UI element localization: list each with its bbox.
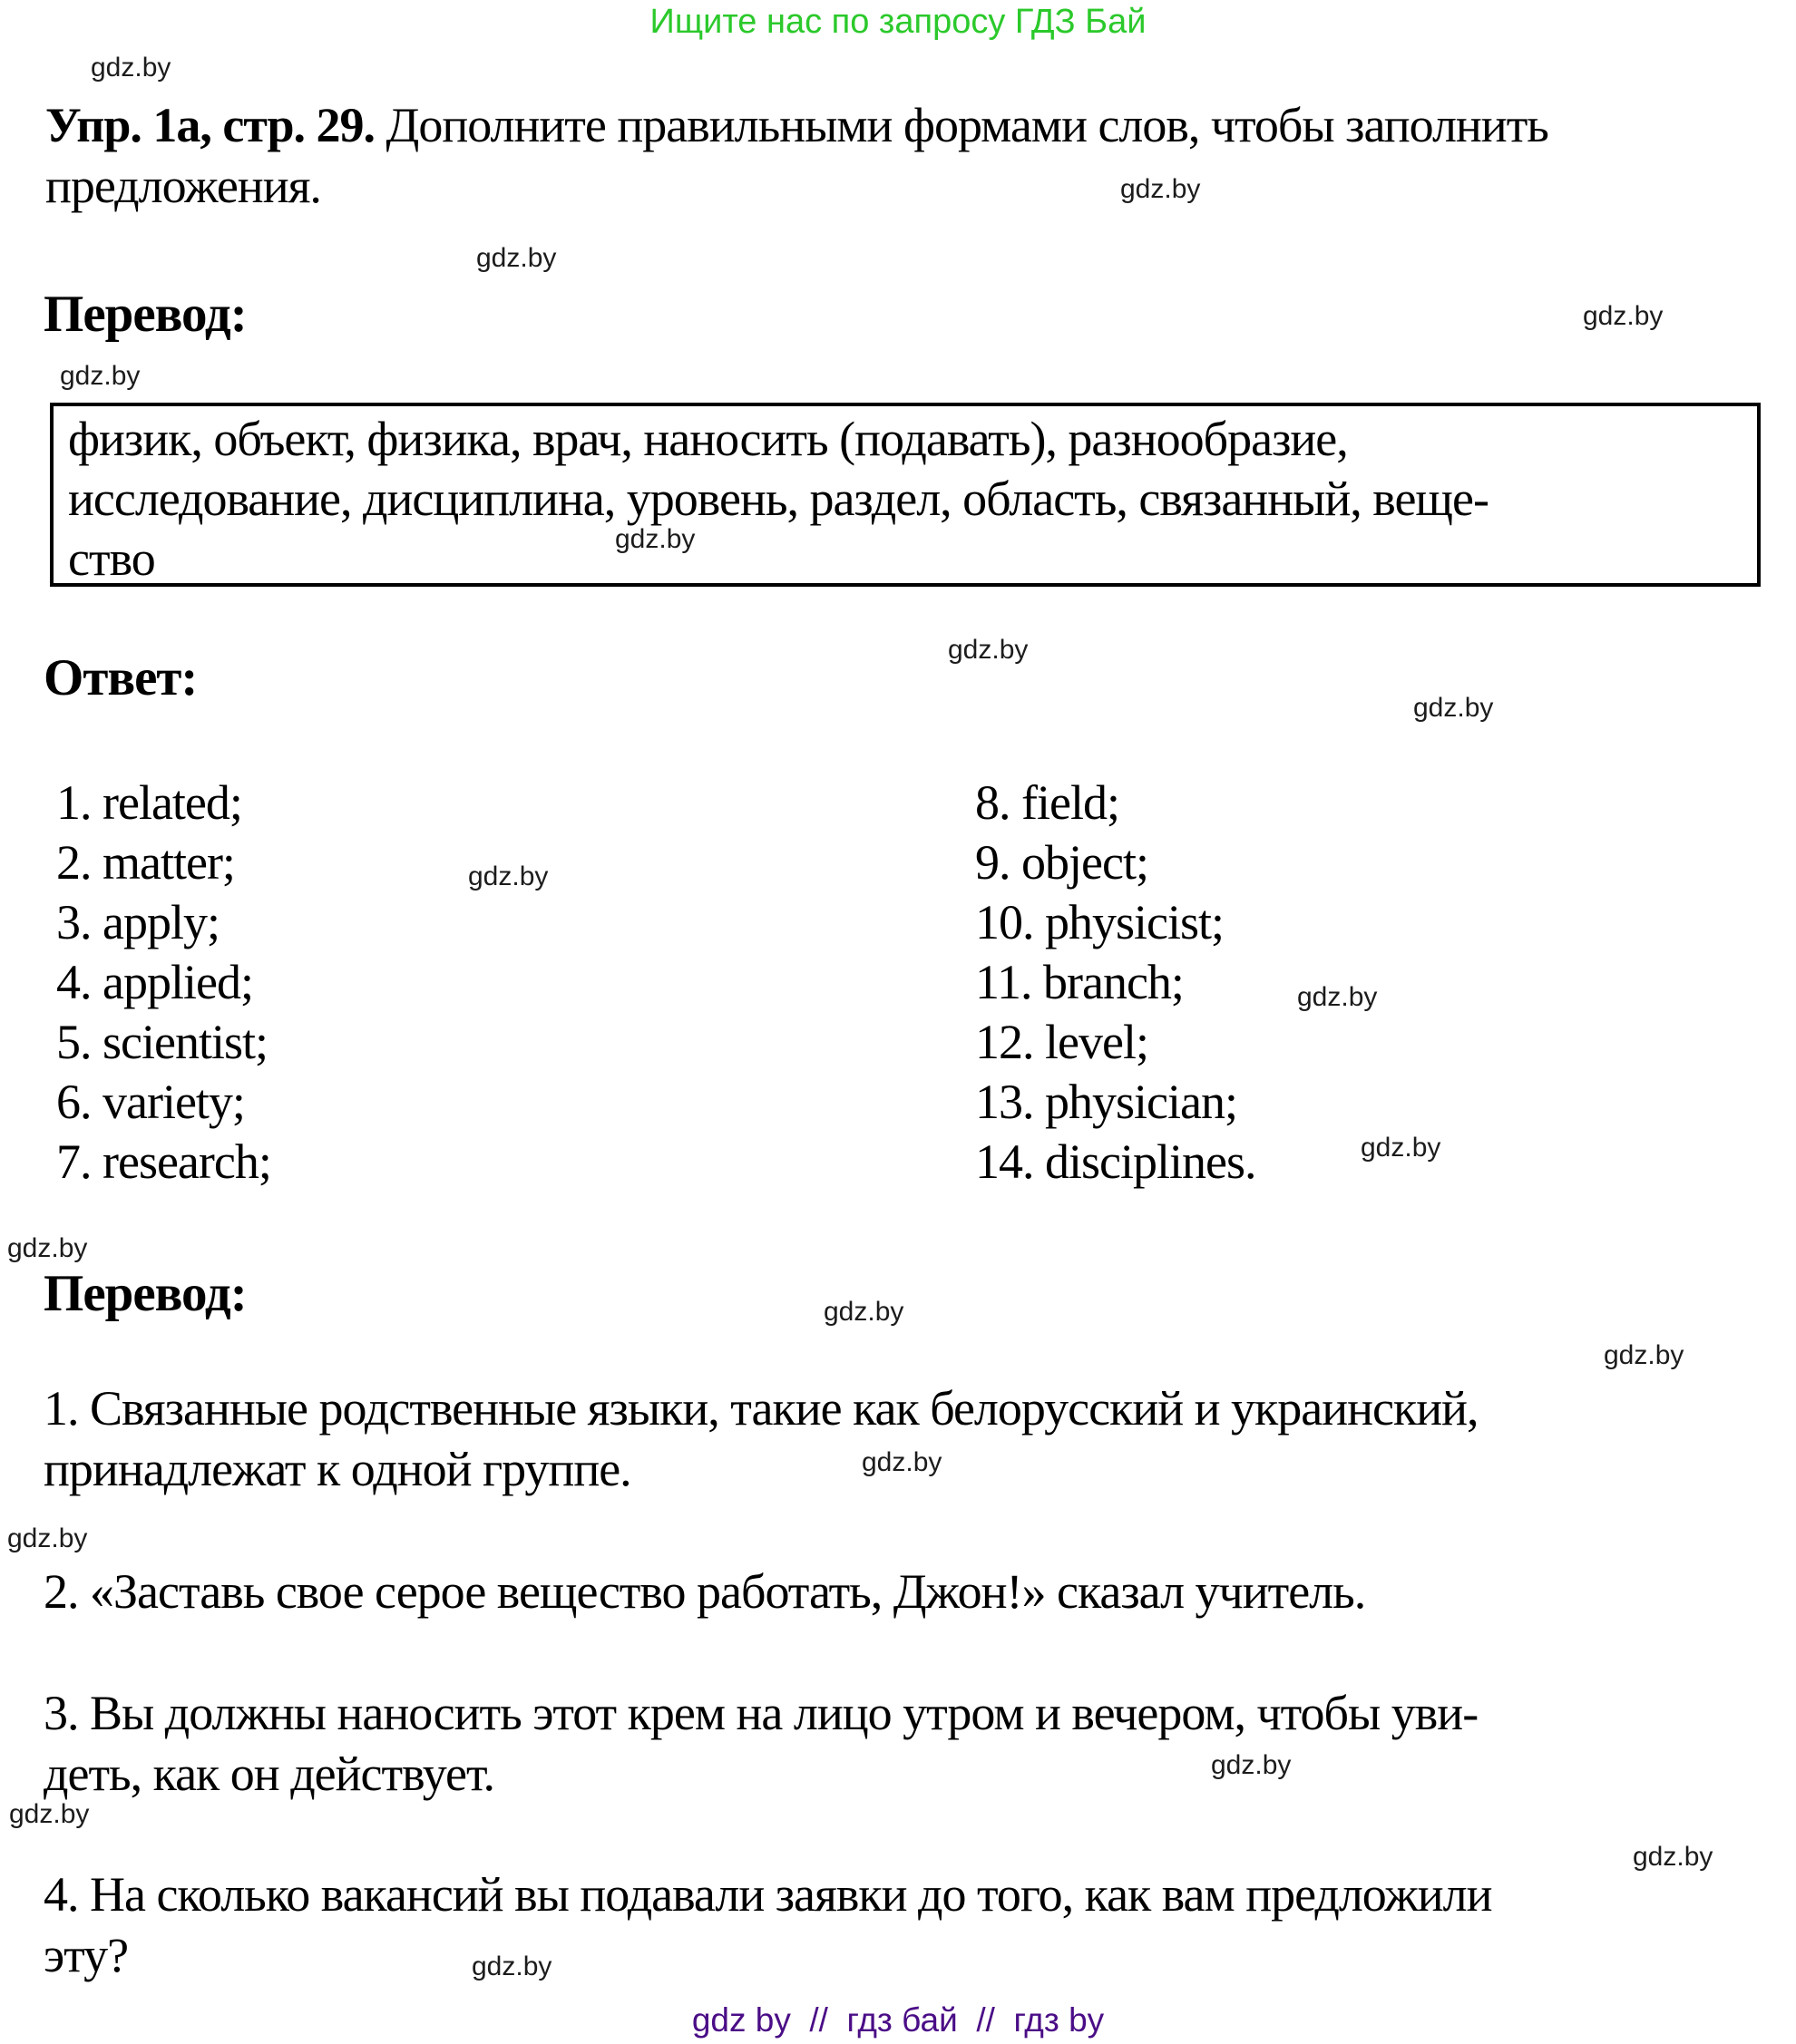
gdz-watermark: gdz.by — [1120, 174, 1201, 204]
promo-header: Ищите нас по запросу ГДЗ Бай — [649, 3, 1147, 41]
word-box-line: ство — [68, 531, 155, 586]
gdz-watermark: gdz.by — [7, 1233, 88, 1263]
exercise-title-line2: предложения. — [45, 159, 321, 213]
gdz-watermark: gdz.by — [9, 1799, 90, 1829]
answer-list-right — [975, 773, 1255, 1192]
translation-paragraph-2 — [44, 1562, 1365, 1622]
translation-heading-1: Перевод: — [44, 286, 247, 343]
gdz-watermark: gdz.by — [615, 524, 696, 554]
paragraph-line: 3. Вы должны наносить этот крем на лицо утром и вечером, чтобы уви- — [44, 1686, 1479, 1740]
paragraph-line: эту? — [44, 1928, 129, 1982]
gdz-watermark: gdz.by — [1633, 1842, 1713, 1872]
gdz-watermark: gdz.by — [1211, 1750, 1292, 1780]
answer-item: 9. object; — [975, 835, 1148, 890]
gdz-watermark: gdz.by — [824, 1297, 904, 1327]
gdz-watermark: gdz.by — [472, 1952, 552, 1981]
word-box — [50, 403, 1761, 587]
paragraph-line: принадлежат к одной группе. — [44, 1442, 631, 1496]
paragraph-line: деть, как он действует. — [44, 1747, 495, 1801]
exercise-title — [45, 95, 1548, 217]
answer-item: 4. applied; — [56, 955, 253, 1009]
answer-item: 3. apply; — [56, 895, 220, 949]
gdz-watermark: gdz.by — [1604, 1340, 1684, 1370]
answer-item: 6. variety; — [56, 1075, 245, 1129]
answer-item: 13. physician; — [975, 1075, 1237, 1129]
answer-item: 1. related; — [56, 775, 242, 830]
answer-item: 12. level; — [975, 1015, 1148, 1069]
exercise-title-line1 — [45, 95, 1548, 156]
gdz-watermark: gdz.by — [948, 635, 1029, 665]
translation-paragraph-1 — [44, 1378, 1479, 1500]
gdz-watermark: gdz.by — [1413, 693, 1494, 723]
translation-paragraph-3 — [44, 1683, 1478, 1805]
word-box-line: исследование, дисциплина, уровень, раздел, область, связанный, веще- — [68, 472, 1489, 526]
translation-paragraph-4 — [44, 1864, 1491, 1986]
paragraph-line: 1. Связанные родственные языки, такие как белорусский и украинский, — [44, 1381, 1479, 1436]
gdz-watermark: gdz.by — [1297, 982, 1378, 1012]
gdz-watermark: gdz.by — [1583, 301, 1664, 331]
answer-item: 8. field; — [975, 775, 1119, 830]
answer-item: 5. scientist; — [56, 1015, 268, 1069]
paragraph-line: 4. На сколько вакансий вы подавали заявки до того, как вам предложили — [44, 1867, 1492, 1922]
gdz-watermark: gdz.by — [468, 861, 549, 891]
gdz-watermark: gdz.by — [7, 1523, 88, 1553]
word-box-line: физик, объект, физика, врач, наносить (подавать), разнообразие, — [68, 412, 1348, 466]
site-footer-signature: gdz by // гдз бай // гдз by — [691, 2001, 1105, 2039]
answer-item: 7. research; — [56, 1134, 271, 1189]
paragraph-line: 2. «Заставь свое серое вещество работать, Джон!» сказал учитель. — [44, 1564, 1366, 1619]
exercise-task-text: Дополните правильными формами слов, чтобы заполнить — [375, 98, 1548, 152]
answer-list-left — [56, 773, 271, 1192]
gdz-watermark: gdz.by — [862, 1447, 942, 1477]
gdz-watermark: gdz.by — [60, 361, 141, 391]
gdz-watermark: gdz.by — [476, 243, 557, 273]
answer-heading: Ответ: — [44, 649, 198, 706]
answer-item: 14. disciplines. — [975, 1134, 1256, 1189]
answer-item: 11. branch; — [975, 955, 1184, 1009]
translation-heading-2: Перевод: — [44, 1265, 247, 1322]
answer-item: 2. matter; — [56, 835, 235, 890]
exercise-number: Упр. 1а, стр. 29. — [45, 98, 376, 152]
gdz-watermark: gdz.by — [1361, 1133, 1441, 1163]
gdz-watermark: gdz.by — [91, 53, 171, 83]
answer-item: 10. physicist; — [975, 895, 1225, 949]
